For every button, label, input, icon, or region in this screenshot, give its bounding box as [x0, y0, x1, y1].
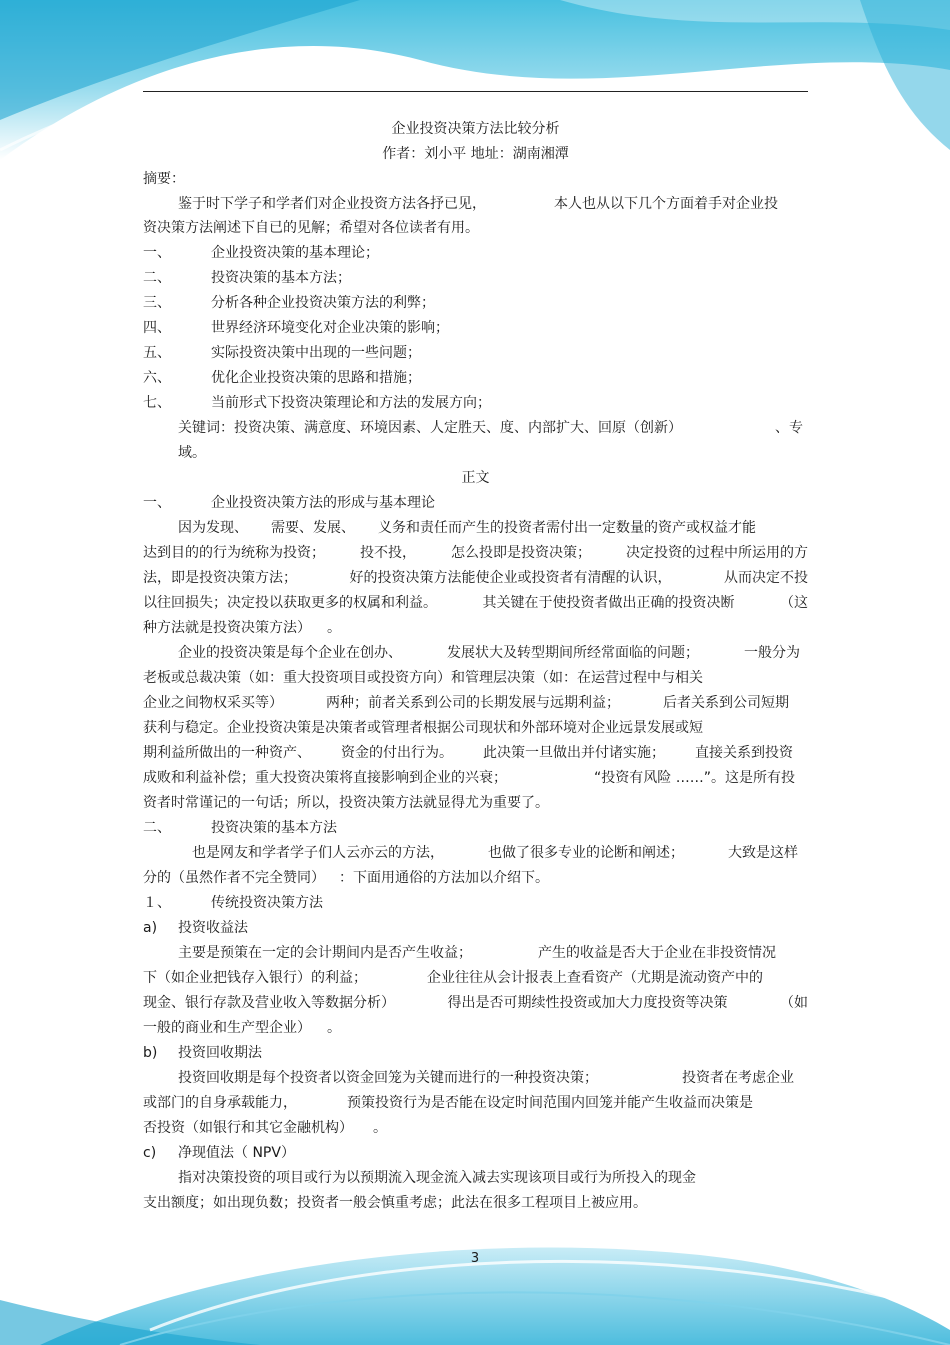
- paragraph-line: 资者时常谨记的一句话；所以，投资决策方法就显得尤为重要了。: [143, 795, 549, 811]
- paragraph-line: 现金、银行存款及营业收入等数据分析） 得出是否可期续性投资或加大力度投资等决策 （如: [143, 995, 808, 1011]
- paragraph-line: 指对决策投资的项目或行为以预期流入现金流入减去实现该项目或行为所投入的现金: [178, 1170, 696, 1186]
- subsection-heading: １、 传统投资决策方法: [143, 895, 323, 911]
- outline-item: 四、 世界经济环境变化对企业决策的影响；: [143, 320, 449, 336]
- outline-item: 三、 分析各种企业投资决策方法的利弊；: [143, 295, 435, 311]
- outline-item: 五、 实际投资决策中出现的一些问题；: [143, 345, 421, 361]
- paragraph-line: 因为发现、 需要、发展、 义务和责任而产生的投资者需付出一定数量的资产或权益才能: [178, 520, 756, 536]
- paragraph-line: 老板或总裁决策（如：重大投资项目或投资方向）和管理层决策（如：在运营过程中与相关: [143, 670, 703, 686]
- paragraph-line: 获利与稳定。企业投资决策是决策者或管理者根据公司现状和外部环境对企业远景发展或短: [143, 720, 703, 736]
- paragraph-line: 或部门的自身承载能力， 预策投资行为是否能在设定时间范围内回笼并能产生收益而决策是: [143, 1095, 753, 1111]
- paragraph-line: 分的（虽然作者不完全赞同） ：下面用通俗的方法加以介绍下。: [143, 870, 549, 886]
- paragraph-line: 主要是预策在一定的会计期间内是否产生收益； 产生的收益是否大于企业在非投资情况: [178, 945, 776, 961]
- section-heading: 二、 投资决策的基本方法: [143, 820, 337, 836]
- doc-byline: 作者：刘小平 地址：湖南湘潭: [382, 146, 569, 162]
- outline-item: 七、 当前形式下投资决策理论和方法的发展方向；: [143, 395, 491, 411]
- paragraph-line: 成败和利益补偿；重大投资决策将直接影响到企业的兴衰； “投资有风险 ……”。这是所有投: [143, 770, 795, 786]
- abstract-line: 鉴于时下学子和学者们对企业投资方法各抒已见， 本人也从以下几个方面着手对企业投: [178, 196, 778, 212]
- outline-item: 六、 优化企业投资决策的思路和措施；: [143, 370, 421, 386]
- paragraph-line: 也是网友和学者学子们人云亦云的方法， 也做了很多专业的论断和阐述； 大致是这样: [192, 845, 798, 861]
- paragraph-line: 企业之间物权采买等） 两种；前者关系到公司的长期发展与远期利益； 后者关系到公司短期: [143, 695, 789, 711]
- abstract-label: 摘要：: [143, 171, 185, 187]
- abstract-line: 资决策方法阐述下自已的见解；希望对各位读者有用。: [143, 220, 479, 236]
- paragraph-line: 下（如企业把钱存入银行）的利益； 企业往往从会计报表上查看资产（尤期是流动资产中的: [143, 970, 763, 986]
- paragraph-line: 企业的投资决策是每个企业在创办、 发展状大及转型期间所经常面临的问题； 一般分为: [178, 645, 800, 661]
- outline-item: 一、 企业投资决策的基本理论；: [143, 245, 379, 261]
- outline-item: 二、 投资决策的基本方法；: [143, 270, 351, 286]
- paragraph-line: 投资回收期是每个投资者以资金回笼为关键而进行的一种投资决策； 投资者在考虑企业: [178, 1070, 794, 1086]
- paragraph-line: 期利益所做出的一种资产、 资金的付出行为。 此决策一旦做出并付诸实施； 直接关系到投资: [143, 745, 793, 761]
- header-rule: [143, 91, 808, 92]
- paragraph-line: 法，即是投资决策方法； 好的投资决策方法能使企业或投资者有清醒的认识， 从而决定不投: [143, 570, 808, 586]
- method-heading: c) 净现值法（ NPV）: [143, 1145, 295, 1161]
- paragraph-line: 以往回损失；决定投以获取更多的权属和利益。 其关键在于使投资者做出正确的投资决断 （这: [143, 595, 808, 611]
- paragraph-line: 种方法就是投资决策方法） 。: [143, 620, 341, 636]
- section-heading: 一、 企业投资决策方法的形成与基本理论: [143, 495, 435, 511]
- paragraph-line: 支出额度；如出现负数；投资者一般会慎重考虑；此法在很多工程项目上被应用。: [143, 1195, 647, 1211]
- paragraph-line: 否投资（如银行和其它金融机构） 。: [143, 1120, 387, 1136]
- method-heading: a) 投资收益法: [143, 920, 248, 936]
- method-heading: b) 投资回收期法: [143, 1045, 262, 1061]
- paragraph-line: 达到目的的行为统称为投资； 投不投， 怎么投即是投资决策； 决定投资的过程中所运用的方: [143, 545, 808, 561]
- keywords-line: 域。: [178, 445, 206, 461]
- paragraph-line: 一般的商业和生产型企业） 。: [143, 1020, 341, 1036]
- doc-title: 企业投资决策方法比较分析: [391, 121, 560, 137]
- body-heading: 正文: [461, 470, 490, 486]
- page-number: 3: [470, 1251, 480, 1266]
- keywords-line: 关键词：投资决策、满意度、环境因素、人定胜天、度、内部扩大、回原（创新） 、专: [178, 420, 803, 436]
